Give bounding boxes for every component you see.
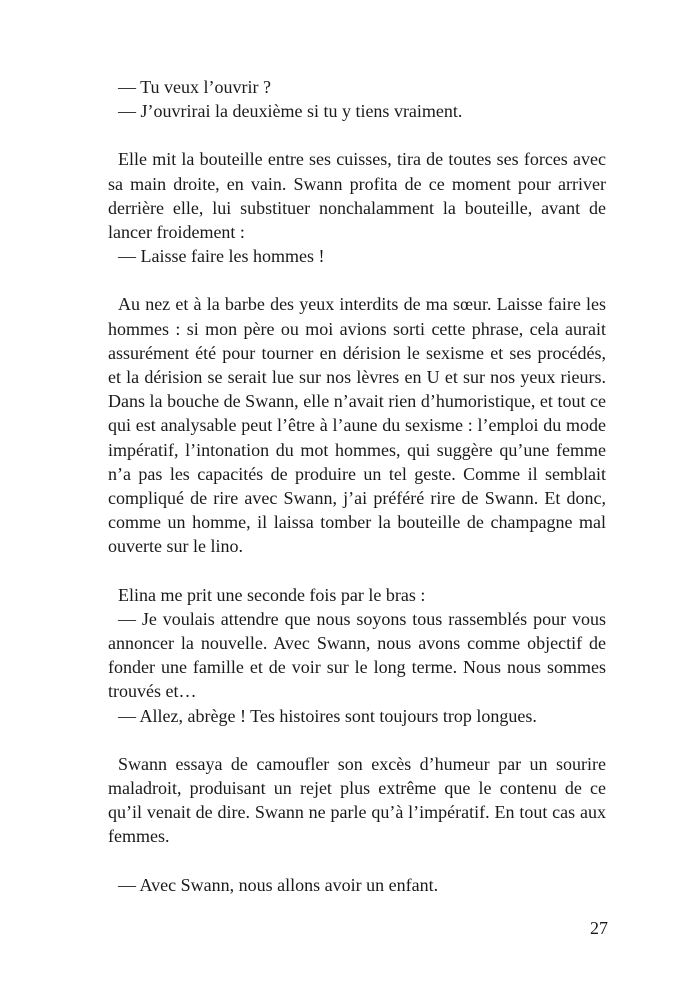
paragraph: Elle mit la bouteille entre ses cuisses, tira de toutes ses forces avec sa main droite, en vain. Swann profita de ce moment pour arriver derrière elle, lui substituer nonchalamment la bouteille, avant de lancer froidement :	[108, 149, 606, 243]
dialogue-line: — Tu veux l’ouvrir ?	[118, 77, 271, 97]
dialogue-line: — Avec Swann, nous allons avoir un enfant.	[118, 874, 439, 895]
page-number: 27	[590, 918, 608, 938]
dialogue-line: — Laisse faire les hommes !	[118, 246, 325, 267]
dialogue-line: — Je voulais attendre que nous soyons tous rassemblés pour vous annoncer la nouvelle. Avec Swann, nous avons comme objectif de fonder une famille et de voir sur le long terme. Nous nous sommes trouvés et…	[108, 608, 606, 702]
dialogue-line: — Allez, abrège ! Tes histoires sont toujours trop longues.	[118, 705, 537, 726]
paragraph: Elina me prit une seconde fois par le bras :	[118, 584, 426, 605]
paragraph: Au nez et à la barbe des yeux interdits de ma sœur. Laisse faire les hommes : si mon père ou moi avions sorti cette phrase, cela aurait assurément été pour tourner en dérision le sexisme et ses procédés, et la dérision se serait lue sur nos lèvres en U et sur nos yeux rieurs. Dans la bouche de Swann, elle n’avait rien d’humoristique, et tout ce qui est analysable peut l’être à l’aune du sexisme : l’emploi du mode impératif, l’intonation du mot hommes, qui suggère qu’une femme n’a pas les capacités de produire un tel geste. Comme il semblait compliqué de rire avec Swann, j’ai préféré rire de Swann. Et donc, comme un homme, il laissa tomber la bouteille de champagne mal ouverte sur le lino.	[108, 294, 606, 557]
paragraph: Swann essaya de camoufler son excès d’humeur par un sourire maladroit, produisant un rejet plus extrême que le contenu de ce qu’il venait de dire. Swann ne parle qu’à l’impératif. En tout cas aux femmes.	[108, 753, 606, 847]
dialogue-line: — J’ouvrirai la deuxième si tu y tiens vraiment.	[118, 101, 463, 122]
body-text	[108, 75, 606, 897]
